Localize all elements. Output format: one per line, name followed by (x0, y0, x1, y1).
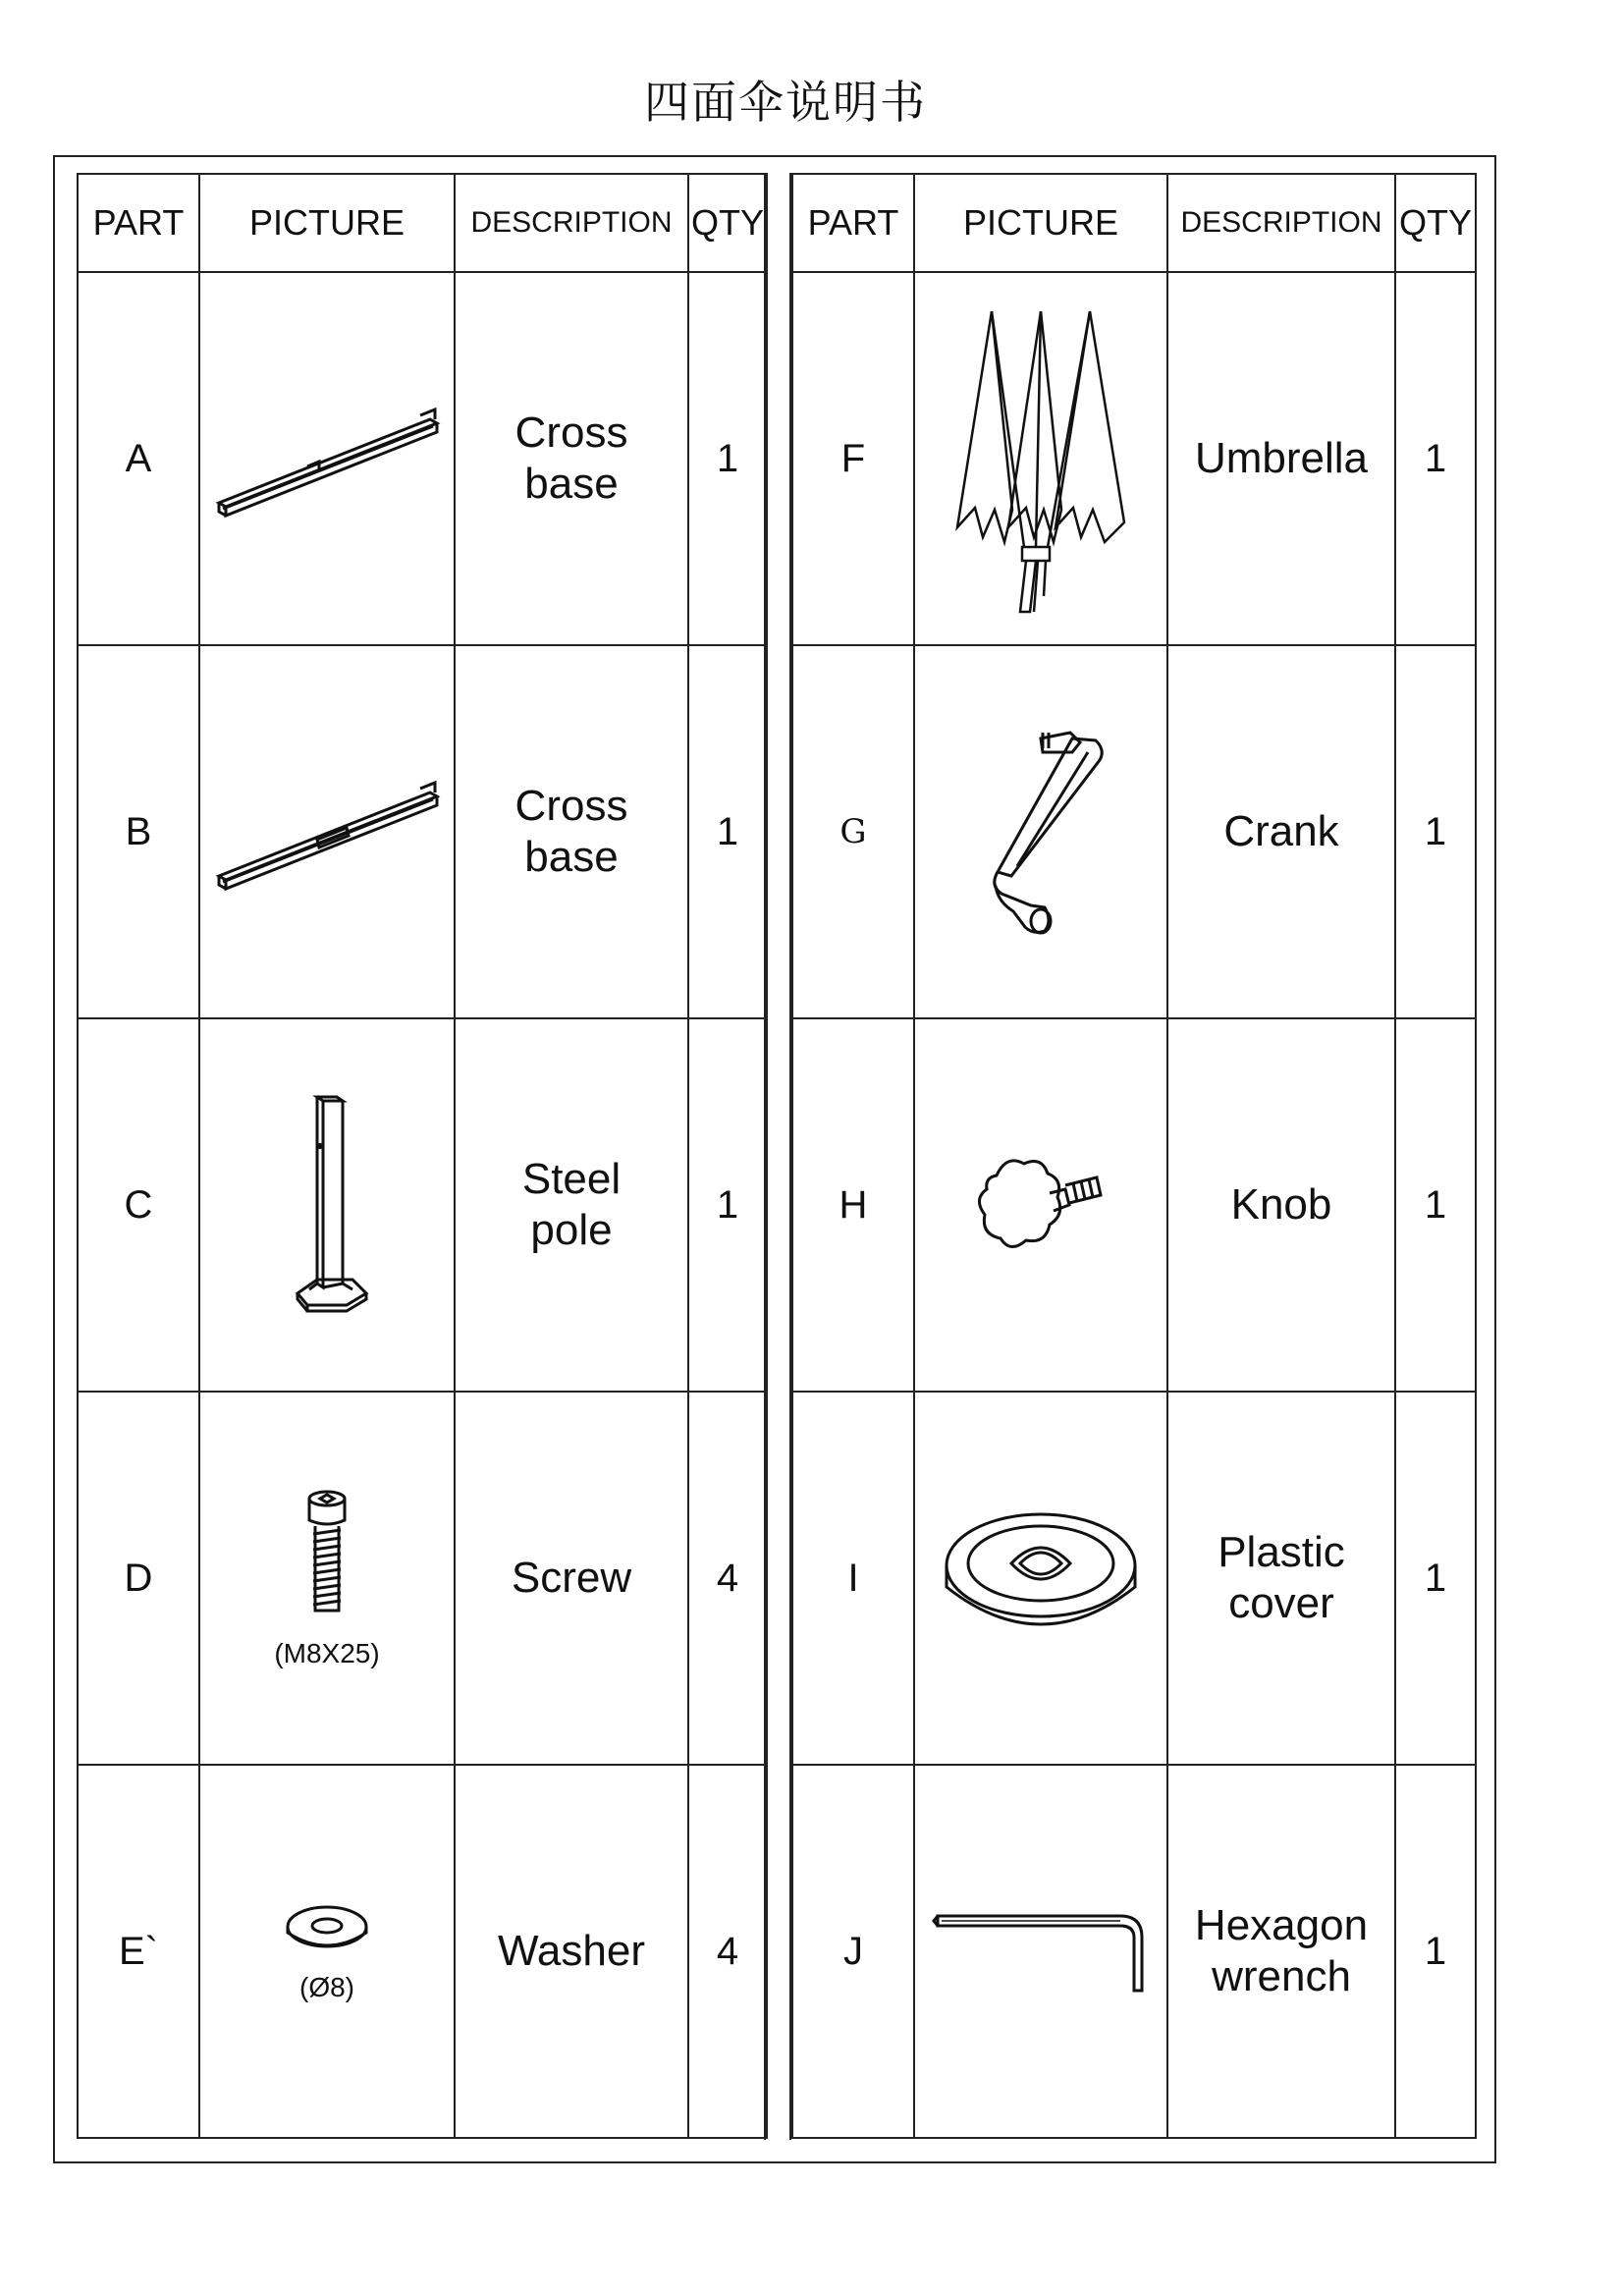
part-qty: 1 (688, 1018, 767, 1392)
part-description: Hexagon wrench (1167, 1765, 1395, 2138)
part-description: Cross base (455, 272, 688, 645)
part-letter: A (78, 272, 199, 645)
part-letter: D (78, 1392, 199, 1765)
part-description: Plastic cover (1167, 1392, 1395, 1765)
part-note: (Ø8) (299, 1972, 354, 2002)
washer-icon (278, 1899, 376, 1958)
plastic-cover-icon (938, 1504, 1144, 1652)
parts-table-right (791, 173, 1477, 2139)
part-qty: 1 (688, 645, 767, 1018)
header-row (78, 174, 767, 272)
header-qty: QTY (1395, 174, 1476, 272)
parts-table-left (77, 173, 768, 2139)
crank-icon (962, 719, 1119, 945)
table-row (78, 1765, 767, 2138)
part-letter: E` (78, 1765, 199, 2138)
header-part: PART (792, 174, 914, 272)
part-picture (199, 1018, 455, 1392)
part-qty: 1 (688, 272, 767, 645)
table-row (78, 645, 767, 1018)
part-picture (199, 1765, 455, 2138)
header-qty: QTY (688, 174, 767, 272)
steel-pole-icon (268, 1087, 386, 1323)
part-letter: F (792, 272, 914, 645)
header-picture: PICTURE (199, 174, 455, 272)
part-description: Crank (1167, 645, 1395, 1018)
part-description: Knob (1167, 1018, 1395, 1392)
part-letter: G (792, 645, 914, 1018)
table-row (792, 1765, 1476, 2138)
column-divider (764, 173, 791, 2140)
part-picture (914, 1018, 1167, 1392)
screw-icon (288, 1487, 366, 1624)
part-letter: H (792, 1018, 914, 1392)
part-letter: B (78, 645, 199, 1018)
part-qty: 1 (1395, 1018, 1476, 1392)
part-picture (199, 1392, 455, 1765)
page-title: 四面伞说明书 (644, 76, 927, 129)
cross-base-rail-notched-icon (209, 753, 445, 910)
part-picture (914, 272, 1167, 645)
part-qty: 1 (1395, 1392, 1476, 1765)
part-picture (914, 1765, 1167, 2138)
table-row (792, 645, 1476, 1018)
part-picture (199, 645, 455, 1018)
table-row (78, 272, 767, 645)
table-row (78, 1392, 767, 1765)
part-description: Cross base (455, 645, 688, 1018)
part-picture (914, 1392, 1167, 1765)
table-row (792, 272, 1476, 645)
part-qty: 1 (1395, 272, 1476, 645)
table-row (78, 1018, 767, 1392)
part-qty: 4 (688, 1392, 767, 1765)
part-picture (199, 272, 455, 645)
knob-icon (967, 1146, 1114, 1264)
part-description: Umbrella (1167, 272, 1395, 645)
header-part: PART (78, 174, 199, 272)
part-qty: 1 (1395, 645, 1476, 1018)
table-row (792, 1392, 1476, 1765)
part-letter: J (792, 1765, 914, 2138)
header-row (792, 174, 1476, 272)
part-letter: C (78, 1018, 199, 1392)
part-picture (914, 645, 1167, 1018)
cross-base-rail-icon (209, 380, 445, 537)
part-letter: I (792, 1392, 914, 1765)
part-description: Screw (455, 1392, 688, 1765)
header-description: DESCRIPTION (455, 174, 688, 272)
umbrella-icon (947, 301, 1134, 616)
hexagon-wrench-icon (928, 1902, 1154, 2000)
table-row (792, 1018, 1476, 1392)
part-qty: 4 (688, 1765, 767, 2138)
part-qty: 1 (1395, 1765, 1476, 2138)
part-description: Washer (455, 1765, 688, 2138)
header-description: DESCRIPTION (1167, 174, 1395, 272)
part-note: (M8X25) (274, 1638, 380, 1668)
part-description: Steel pole (455, 1018, 688, 1392)
header-picture: PICTURE (914, 174, 1167, 272)
